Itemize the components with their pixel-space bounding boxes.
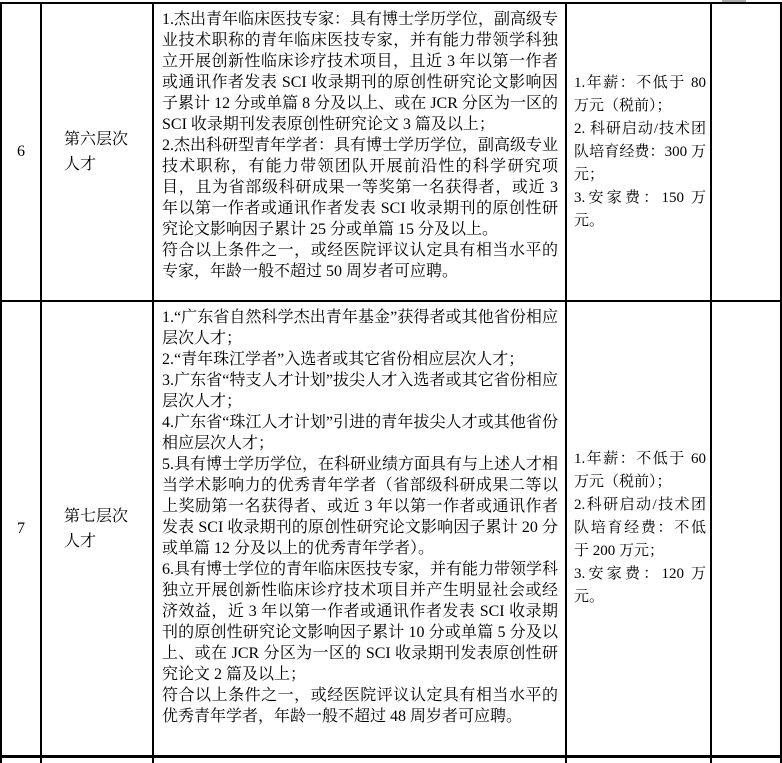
- condition-item: 1.杰出青年临床医技专家：具有博士学历学位，副高级专业技术职称的青年临床医技专家，并有能力带领学科独立开展创新性临床诊疗技术项目，且近 3 年以第一作者或通讯作者发表 SCI 收录期刊的原创性研究论文影响因子累计 12 分或单篇 8 分及以上、或在 JCR 分区为一区的 SCI 收录期刊发表原创性研究论文 3 篇及以上；: [162, 11, 559, 133]
- partial-row-cell: [42, 758, 154, 763]
- benefits-cell: [567, 4, 712, 302]
- partial-row-cell: [2, 758, 42, 763]
- benefit-item: 1.年薪：不低于 80 万元（税前）；: [574, 74, 706, 114]
- conditions-cell: [154, 4, 567, 302]
- condition-item: 2.“青年珠江学者”入选者或其它省份相应层次人才；: [162, 351, 525, 368]
- condition-item: 2.杰出科研型青年学者：具有博士学历学位，副高级专业技术职称，有能力带领团队开展前沿性的科学研究项目，且为省部级科研成果一等奖第一名获得者，或近 3 年以第一作者或通讯作者发表 SCI 收录期刊的原创性研究论文影响因子累计 25 分或单篇 15 分及以上。: [162, 137, 559, 238]
- tier-name: 第六层次人才: [64, 131, 129, 173]
- partial-row-cell: [567, 758, 712, 763]
- condition-item: 符合以上条件之一，或经医院评议认定具有相当水平的专家，年龄一般不超过 50 周岁者可应聘。: [162, 242, 558, 280]
- condition-item: 1.“广东省自然科学杰出青年基金”获得者或其他省份相应层次人才；: [162, 309, 558, 347]
- row-number-cell: [2, 4, 42, 302]
- row-number: 7: [17, 519, 25, 537]
- benefit-item: 2. 科研启动/技术团队培育经费：300 万元；: [574, 120, 706, 183]
- benefit-item: 2.科研启动/技术团队培育经费：不低于 200 万元；: [574, 497, 706, 559]
- row-number: 6: [17, 143, 25, 160]
- condition-item: 6.具有博士学位的青年临床医技专家，并有能力带领学科独立开展创新性临床诊疗技术项目并产生明显社会或经济效益，近 3 年以第一作者或通讯作者发表 SCI 收录期刊的原创性研究论文影响因子累计 10 分或单篇 5 分及以上、或在 JCR 分区为一区的 SCI 收录期刊发表原创性研究论文 2 篇及以上；: [162, 561, 559, 683]
- benefit-item: 1.年薪：不低于 60 万元（税前）；: [574, 451, 706, 490]
- benefit-item: 3.安家费：120 万元。: [574, 566, 706, 605]
- conditions-cell: [154, 302, 567, 758]
- condition-item: 4.广东省“珠江人才计划”引进的青年拔尖人才或其他省份相应层次人才；: [162, 414, 558, 452]
- tier-name-cell: [42, 4, 154, 302]
- tier-name: 第七层次人才: [64, 507, 129, 550]
- condition-item: 符合以上条件之一，或经医院评议认定具有相当水平的优秀青年学者，年龄一般不超过 48 周岁者可应聘。: [162, 687, 558, 725]
- partial-row-cell: [154, 758, 567, 763]
- tier-name-cell: [42, 302, 154, 758]
- condition-item: 3.广东省“特支人才计划”拔尖人才入选者或其它省份相应层次人才；: [162, 372, 558, 410]
- condition-item: 5.具有博士学历学位，在科研业绩方面具有与上述人才相当学术影响力的优秀青年学者（省部级科研成果二等以上奖励第一名获得者、或近 3 年以第一作者或通讯作者发表 SCI 收录期刊的原创性研究论文影响因子累计 20 分或单篇 12 分及以上的优秀青年学者）。: [162, 456, 559, 557]
- row-number-cell: [2, 302, 42, 758]
- benefit-item: 3.安家费：150 万元。: [574, 189, 706, 229]
- talent-tier-table: [0, 2, 782, 763]
- notes-cell: [712, 4, 780, 302]
- partial-row-cell: [712, 758, 780, 763]
- notes-cell: [712, 302, 780, 758]
- benefits-cell: [567, 302, 712, 758]
